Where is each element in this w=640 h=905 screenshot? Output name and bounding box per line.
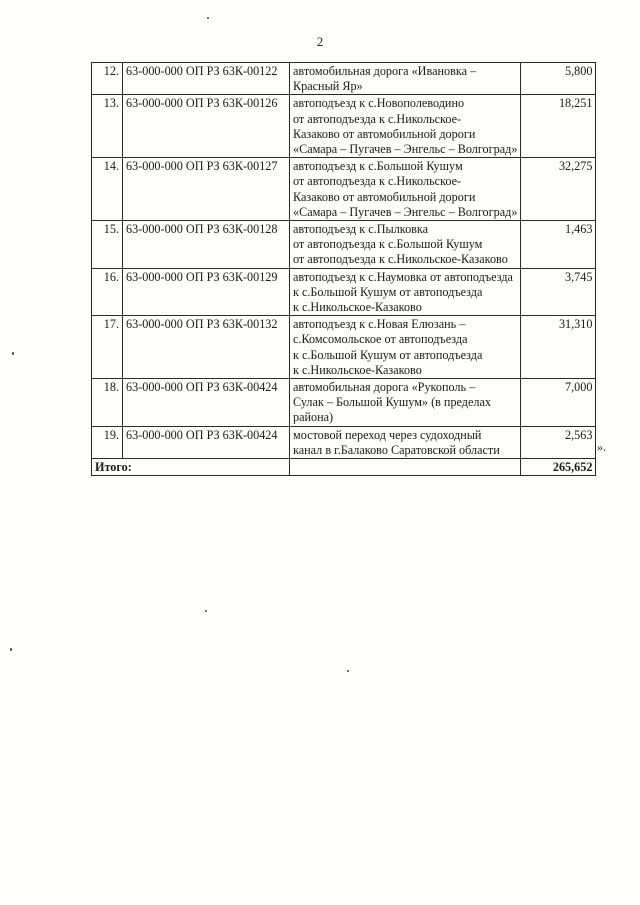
roads-table [91,62,596,476]
road-length-cell: 31,310 [521,316,596,379]
table-row [92,379,596,427]
road-name-line: района) [293,410,334,425]
road-name-line: «Самара – Пугачев – Энгельс – Волгоград» [293,142,518,157]
road-name-line: к с.Большой Кушум от автоподъезда [293,284,483,299]
road-name-line: автоподъезд к с.Большой Кушум [293,159,463,174]
road-name-cell [290,158,521,221]
road-length-cell: 7,000 [521,379,596,427]
road-name-line: Казаково от автомобильной дороги [293,189,476,204]
road-name-line: автоподъезд к с.Новая Елюзань – [293,317,466,332]
road-length-cell: 1,463 [521,221,596,269]
scan-speck [10,648,12,651]
road-length-cell: 32,275 [521,158,596,221]
row-number-cell: 15. [92,221,123,269]
table-row [92,95,596,158]
table-row [92,221,596,269]
road-code-cell: 63-000-000 ОП РЗ 63К-00424 [123,379,290,427]
road-name-line: к с.Никольское-Казаково [293,300,422,315]
road-name-cell [290,95,521,158]
scan-speck [12,352,14,355]
road-name-line: Казаково от автомобильной дороги [293,126,476,141]
road-length-cell: 3,745 [521,268,596,316]
row-number-cell: 16. [92,268,123,316]
row-number-cell: 17. [92,316,123,379]
road-code-cell: 63-000-000 ОП РЗ 63К-00122 [123,63,290,95]
road-name-line: с.Комсомольское от автоподъезда [293,332,468,347]
row-number-cell: 18. [92,379,123,427]
scan-speck [207,17,209,19]
table-row [92,316,596,379]
road-name-line: от автоподъезда к с.Никольское-Казаково [293,252,508,267]
road-name-line: Красный Яр» [293,79,363,94]
scan-speck [347,670,349,672]
road-name-cell [290,63,521,95]
table-row [92,426,596,458]
closing-quote-mark: ». [597,440,606,454]
road-name-cell [290,316,521,379]
road-name-line: автоподъезд к с.Пылковка [293,222,429,237]
road-code-cell: 63-000-000 ОП РЗ 63К-00129 [123,268,290,316]
scan-speck [205,610,207,612]
road-length-cell: 18,251 [521,95,596,158]
road-name-line: к с.Никольское-Казаково [293,362,422,377]
road-code-cell: 63-000-000 ОП РЗ 63К-00128 [123,221,290,269]
road-name-line: мостовой переход через судоходный [293,427,482,442]
total-value: 265,652 [521,459,596,476]
road-code-cell: 63-000-000 ОП РЗ 63К-00126 [123,95,290,158]
road-name-line: от автоподъезда к с.Большой Кушум [293,237,483,252]
row-number-cell: 19. [92,426,123,458]
road-code-cell: 63-000-000 ОП РЗ 63К-00132 [123,316,290,379]
table-row [92,63,596,95]
total-row [92,459,596,476]
road-name-cell [290,426,521,458]
roads-table-body [92,63,596,476]
road-name-line: «Самара – Пугачев – Энгельс – Волгоград» [293,204,518,219]
road-code-cell: 63-000-000 ОП РЗ 63К-00424 [123,426,290,458]
road-length-cell: 2,563 [521,426,596,458]
road-name-cell [290,221,521,269]
page-number: 2 [316,34,324,49]
road-name-line: автомобильная дорога «Ивановка – [293,64,477,78]
road-name-line: автоподъезд к с.Новополеводино [293,96,465,111]
road-name-line: от автоподъезда к с.Никольское- [293,174,462,189]
table-row [92,268,596,316]
road-name-line: автомобильная дорога «Рукополь – [293,380,476,395]
road-name-line: от автоподъезда к с.Никольское- [293,111,462,126]
row-number-cell: 12. [92,63,123,95]
road-name-cell [290,379,521,427]
table-row [92,158,596,221]
total-empty-cell [290,459,521,476]
road-length-cell: 5,800 [521,63,596,95]
row-number-cell: 14. [92,158,123,221]
total-label: Итого: [92,459,290,476]
row-number-cell: 13. [92,95,123,158]
road-name-line: канал в г.Балаково Саратовской области [293,442,500,457]
road-name-line: к с.Большой Кушум от автоподъезда [293,347,483,362]
road-name-line: автоподъезд к с.Наумовка от автоподъезда [293,269,513,284]
road-name-line: Сулак – Большой Кушум» (в пределах [293,395,491,410]
road-name-cell [290,268,521,316]
road-code-cell: 63-000-000 ОП РЗ 63К-00127 [123,158,290,221]
